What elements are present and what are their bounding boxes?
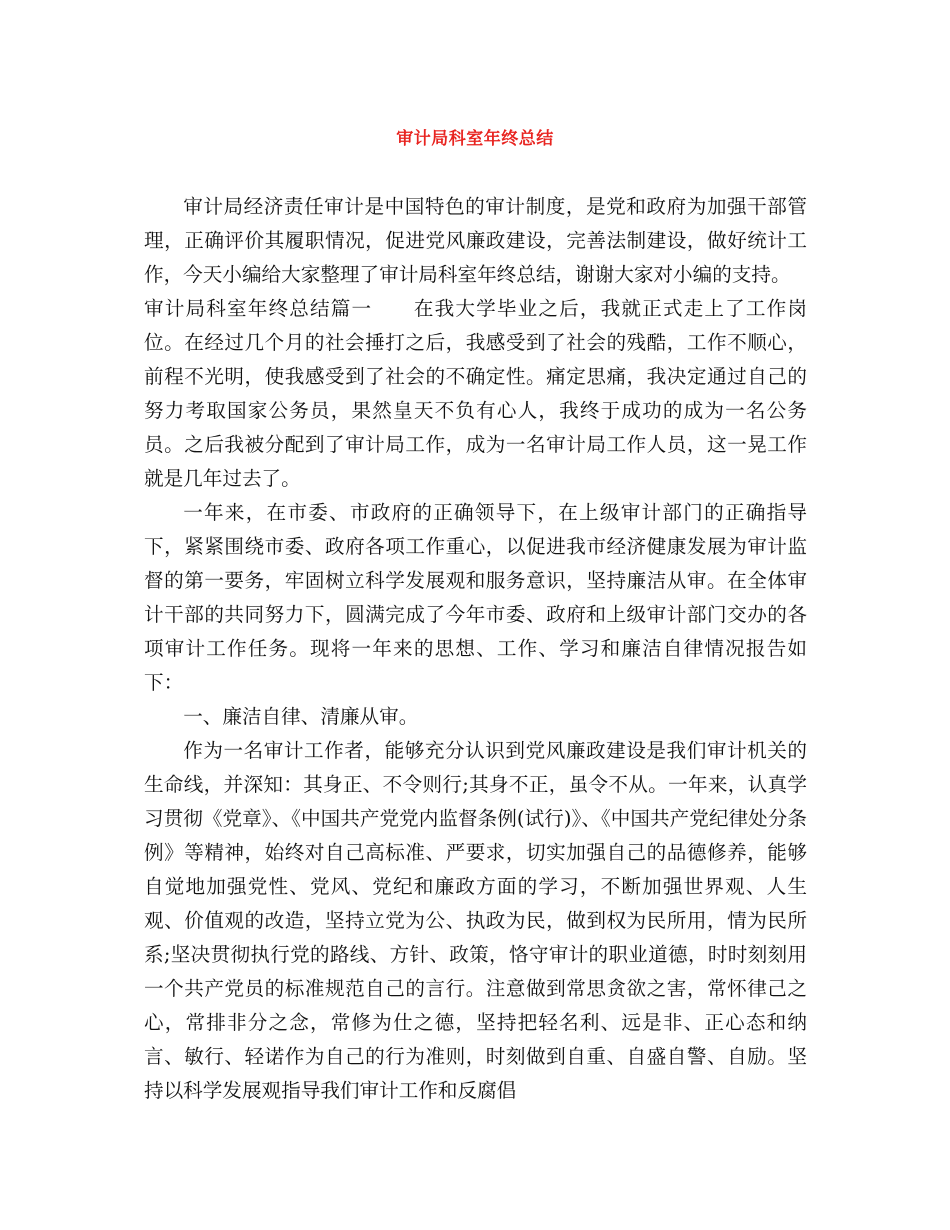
- paragraph-heading-discipline: 一、廉洁自律、清廉从审。: [183, 705, 419, 728]
- paragraph-year-summary: 一年来，在市委、市政府的正确领导下，在上级审计部门的正确指导下，紧紧围绕市委、政府各项工作重心，以促进我市经济健康发展为审计监督的第一要务，牢固树立科学发展观和服务意识，坚持廉洁从审。在全体审计干部的共同努力下，圆满完成了今年市委、政府和上级审计部门交办的各项审计工作任务。现将一年来的思想、工作、学习和廉洁自律情况报告如下：: [144, 501, 807, 694]
- paragraph-section-one-heading: 审计局科室年终总结篇一 在我大学毕业之后，我就正式走上了工作岗位。在经过几个月的社会捶打之后，我感受到了社会的残酷，工作不顺心，前程不光明，使我感受到了社会的不确定性。痛定思痛，我决定通过自己的努力考取国家公务员，果然皇天不负有心人，我终于成功的成为一名公务员。之后我被分配到了审计局工作，成为一名审计局工作人员，这一晃工作就是几年过去了。: [144, 297, 807, 490]
- paragraph-intro: 审计局经济责任审计是中国特色的审计制度，是党和政府为加强干部管理，正确评价其履职情况，促进党风廉政建设，完善法制建设，做好统计工作，今天小编给大家整理了审计局科室年终总结，谢谢大家对小编的支持。: [144, 195, 807, 286]
- document-body: [144, 190, 807, 1108]
- document-title: 审计局科室年终总结: [396, 129, 554, 149]
- paragraph-discipline-details: 作为一名审计工作者，能够充分认识到党风廉政建设是我们审计机关的生命线，并深知：其身正、不令则行;其身不正，虽令不从。一年来，认真学习贯彻《党章》、《中国共产党党内监督条例(试行)》、《中国共产党纪律处分条例》等精神，始终对自己高标准、严要求，切实加强自己的品德修养，能够自觉地加强党性、党风、党纪和廉政方面的学习，不断加强世界观、人生观、价值观的改造，坚持立党为公、执政为民，做到权为民所用，情为民所系;坚决贯彻执行党的路线、方针、政策，恪守审计的职业道德，时时刻刻用一个共产党员的标准规范自己的言行。注意做到常思贪欲之害，常怀律己之心，常排非分之念，常修为仕之德，坚持把轻名利、远是非、正心态和纳言、敏行、轻诺作为自己的行为准则，时刻做到自重、自盛自警、自励。坚持以科学发展观指导我们审计工作和反腐倡: [144, 739, 807, 1102]
